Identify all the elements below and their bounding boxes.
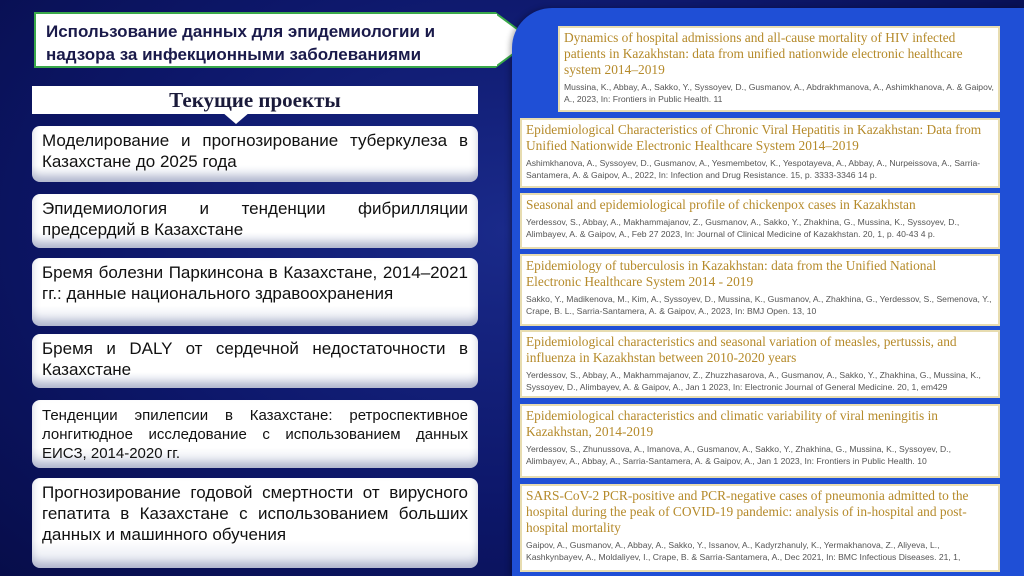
publication-title: Epidemiology of tuberculosis in Kazakhstan: data from the Unified National Electronic Healthcare System 2014 - 2019 bbox=[526, 258, 937, 289]
publication-card bbox=[520, 118, 1000, 188]
project-item: Эпидемиология и тенденции фибрилляции предсердий в Казахстане bbox=[32, 194, 478, 248]
project-item: Бремя болезни Паркинсона в Казахстане, 2014–2021 гг.: данные национального здравоохранения bbox=[32, 258, 478, 326]
publication-card bbox=[520, 193, 1000, 249]
publication-authors: Mussina, K., Abbay, A., Sakko, Y., Syssoyev, D., Gusmanov, A., Abdrakhmanova, A., Ashimkhanova, A. & Gaipov, A., 2023, In: Frontiers in Public Health. 11 bbox=[564, 82, 994, 104]
project-item: Моделирование и прогнозирование туберкулеза в Казахстане до 2025 года bbox=[32, 126, 478, 182]
project-item: Бремя и DALY от сердечной недостаточности в Казахстане bbox=[32, 334, 478, 388]
publication-title: Epidemiological characteristics and seasonal variation of measles, pertussis, and influenza in Kazakhstan between 2010-2020 years bbox=[526, 334, 957, 365]
publication-authors: Yerdessov, S., Abbay, A., Makhammajanov, Z., Zhuzzhasarova, A., Gusmanov, A., Sakko, Y., Zhakhina, G., Mussina, K., Syssoyev, D., Alimbayev, A. & Gaipov, A., Jan 1 2023, In: Electronic Journal of General Medicine. 20, 1, em429 bbox=[526, 370, 981, 392]
publication-title: Seasonal and epidemiological profile of chickenpox cases in Kazakhstan bbox=[526, 197, 916, 212]
publication-authors: Gaipov, A., Gusmanov, A., Abbay, A., Sakko, Y., Issanov, A., Kadyrzhanuly, K., Yermakhanova, Z., Aliyeva, L., Kashkynbayev, A., Moldaliyev, I., Crape, B. & Sarria-Santamera, A., Dec 2021, In: BMC Infectious Diseases. 21, 1, bbox=[526, 540, 961, 562]
publication-card bbox=[558, 26, 1000, 112]
publication-authors: Yerdessov, S., Abbay, A., Makhammajanov, Z., Gusmanov, A., Sakko, Y., Zhakhina, G., Mussina, K., Syssoyev, D., Alimbayev, A. & Gaipov, A., Feb 27 2023, In: Journal of Clinical Medicine of Kazakhstan. 20, 1, p. 40-43 4 p. bbox=[526, 217, 960, 239]
publication-title: SARS-CoV-2 PCR-positive and PCR-negative cases of pneumonia admitted to the hospital during the peak of COVID-19 pandemic: analysis of in-hospital and post-hospital mortality bbox=[526, 488, 969, 535]
publication-title: Epidemiological characteristics and climatic variability of viral meningitis in Kazakhstan, 2014-2019 bbox=[526, 408, 939, 439]
publication-card bbox=[520, 484, 1000, 572]
publication-card bbox=[520, 254, 1000, 326]
publication-card bbox=[520, 404, 1000, 478]
publication-authors: Sakko, Y., Madikenova, M., Kim, A., Syssoyev, D., Mussina, K., Gusmanov, A., Zhakhina, G., Yerdessov, S., Semenova, Y., Crape, B. L., Sarria-Santamera, A. & Gaipov, A., 2023, In: BMJ Open. 13, 10 bbox=[526, 294, 992, 316]
publication-card bbox=[520, 330, 1000, 398]
projects-header: Текущие проекты bbox=[32, 86, 478, 114]
slide-title: Использование данных для эпидемиологии и надзора за инфекционными заболеваниями bbox=[34, 12, 496, 68]
publication-authors: Ashimkhanova, A., Syssoyev, D., Gusmanov, A., Yesmembetov, K., Yespotayeva, A., Abbay, A., Nurpeissova, A., Sarria-Santamera, A. & Gaipov, A., 2022, In: Infection and Drug Resistance. 15, p. 3333-3346 14 p. bbox=[526, 158, 981, 180]
project-item: Прогнозирование годовой смертности от вирусного гепатита в Казахстане с использованием больших данных и машинного обучения bbox=[32, 478, 478, 568]
publication-title: Epidemiological Characteristics of Chronic Viral Hepatitis in Kazakhstan: Data from Unified Nationwide Electronic Healthcare System 2014–2019 bbox=[526, 122, 982, 153]
publication-title: Dynamics of hospital admissions and all-cause mortality of HIV infected patients in Kazakhstan: data from unified nationwide electronic healthcare system 2014–2019 bbox=[564, 30, 963, 77]
publication-authors: Yerdessov, S., Zhunussova, A., Imanova, A., Gusmanov, A., Sakko, Y., Zhakhina, G., Mussina, K., Syssoyev, D., Alimbayev, A., Abbay, A., Sarria-Santamera, A. & Gaipov, A., Jan 1 2023, In: Frontiers in Public Health. 10 bbox=[526, 444, 951, 466]
projects-header-notch bbox=[222, 112, 250, 124]
project-item: Тенденции эпилепсии в Казахстане: ретроспективное лонгитюдное исследование с использованием данных ЕИСЗ, 2014-2020 гг. bbox=[32, 400, 478, 468]
